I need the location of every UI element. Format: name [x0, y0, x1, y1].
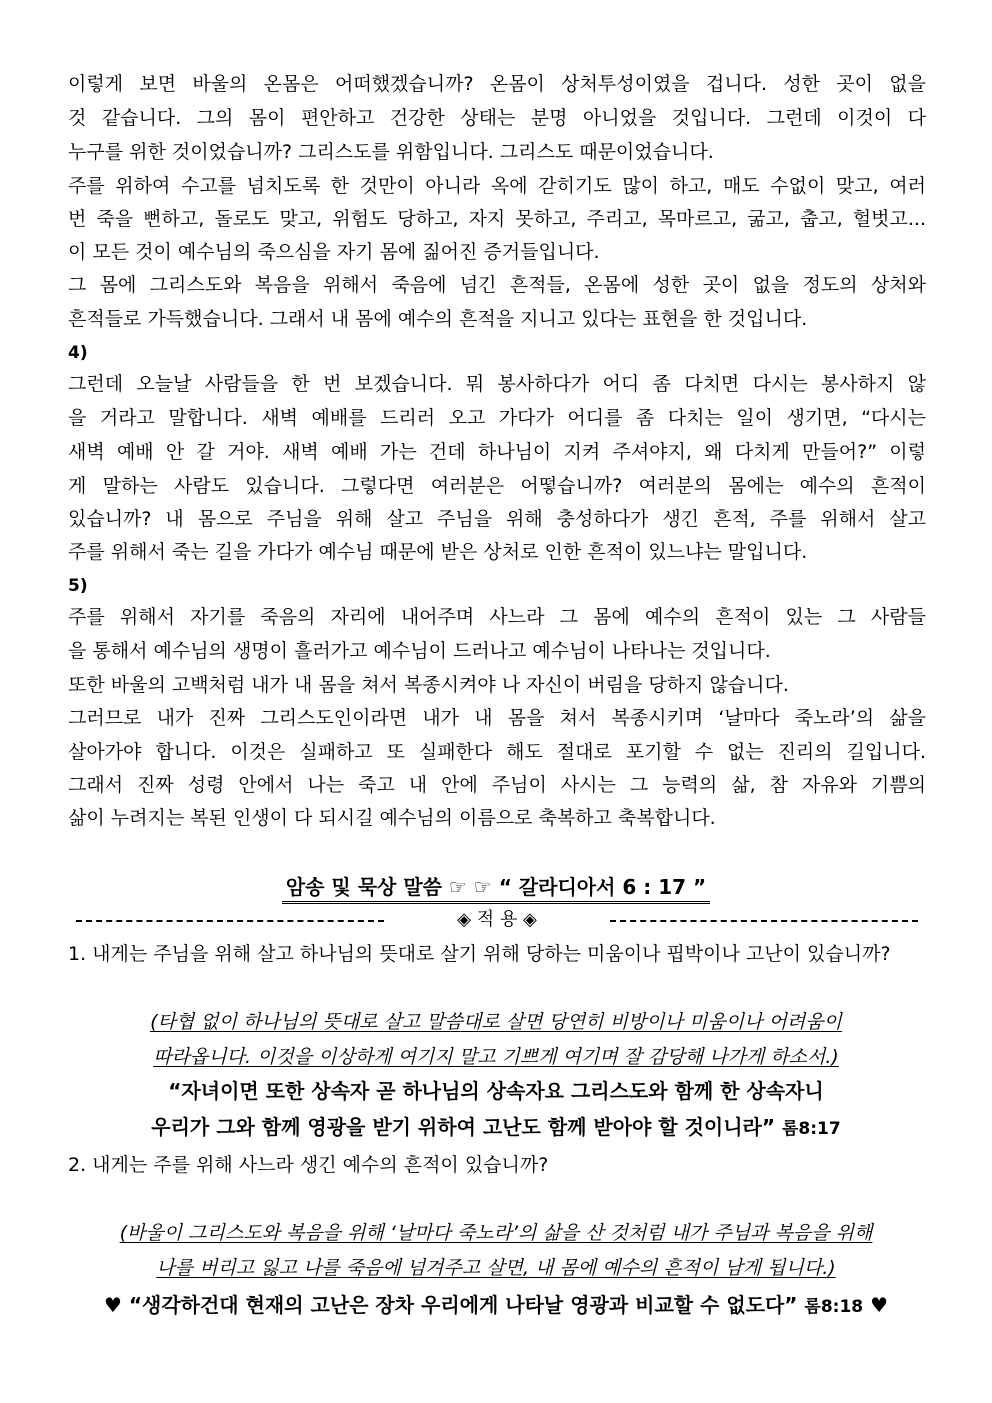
answer-2-text: 나를 버리고 잃고 나를 죽음에 넘겨주고 살면, 내 몸에 예수의 흔적이 남게 됩니다.): [156, 1257, 836, 1279]
body-line: 주를 위해서 죽는 길을 가다가 예수님 때문에 받은 상처로 인한 흔적이 있느냐는 말입니다.: [68, 541, 808, 563]
body-line: 흔적들로 가득했습니다. 그래서 내 몸에 예수의 흔적을 지니고 있다는 표현을 한 것입니다.: [68, 308, 808, 330]
verse-1-line: [0, 1114, 992, 1142]
verse-1-reference: 롬8:17: [781, 1119, 841, 1139]
body-line: 것 같습니다. 그의 몸이 편안하고 건강한 상태는 분명 아니었을 것입니다. 그런데 이것이 다: [68, 107, 926, 129]
application-divider: [76, 908, 918, 934]
body-line: 그 몸에 그리스도와 복음을 위해서 죽음에 넘긴 흔적들, 온몸에 성한 곳이 없을 정도의 상처와: [68, 274, 926, 296]
body-line: 또한 바울의 고백처럼 내가 내 몸을 쳐서 복종시켜야 나 자신이 버림을 당하지 않습니다.: [68, 674, 789, 696]
section-number-5: 5): [68, 576, 88, 596]
body-line: 을 통해서 예수님의 생명이 흘러가고 예수님이 드러나고 예수님이 나타나는 것입니다.: [68, 640, 771, 662]
divider-dash-right: [610, 920, 918, 922]
body-line: 그러므로 내가 진짜 그리스도인이라면 내가 내 몸을 쳐서 복종시키며 ‘날마다 죽노라’의 삶을: [68, 707, 926, 729]
answer-2-line: [0, 1221, 992, 1245]
heart-icon: ♥: [870, 1293, 889, 1317]
answer-1-text: 따라옵니다. 이것을 이상하게 여기지 말고 기쁘게 여기며 잘 감당해 나가게 하소서.): [153, 1046, 839, 1068]
verse-2-line: [0, 1292, 992, 1320]
body-line: 번 죽을 뻔하고, 돌로도 맞고, 위험도 당하고, 자지 못하고, 주리고, 목마르고, 굶고, 춥고, 헐벗고...: [68, 208, 926, 230]
section-number-4: 4): [68, 343, 88, 363]
memorize-section: [0, 874, 992, 904]
divider-dash-left: [76, 920, 384, 922]
body-line: 게 말하는 사람도 있습니다. 그렇다면 여러분은 어떻습니까? 여러분의 몸에는 예수의 흔적이: [68, 475, 926, 497]
body-line: 누구를 위한 것이었습니까? 그리스도를 위함입니다. 그리스도 때문이었습니다.: [68, 141, 714, 163]
answer-1-line: [0, 1045, 992, 1069]
answer-2-line: [0, 1256, 992, 1280]
answer-1-text: (타협 없이 하나님의 뜻대로 살고 말씀대로 살면 당연히 비방이나 미움이나 어려움이: [150, 1011, 842, 1033]
body-line: 주를 위해서 자기를 죽음의 자리에 내어주며 사느라 그 몸에 예수의 흔적이 있는 그 사람들: [68, 606, 926, 628]
memorize-title: 암송 및 묵상 말씀 ☞ ☞ “ 갈라디아서 6 : 17 ”: [282, 874, 710, 904]
body-line: 있습니까? 내 몸으로 주님을 위해 살고 주님을 위해 충성하다가 생긴 흔적, 주를 위해서 살고: [68, 508, 926, 530]
verse-2-reference: 롬8:18: [804, 1297, 864, 1317]
body-line: 이 모든 것이 예수님의 죽으심을 자기 몸에 짊어진 증거들입니다.: [68, 241, 600, 263]
application-label: ◈ 적 용 ◈: [457, 909, 537, 930]
answer-2-text: (바울이 그리스도와 복음을 위해 ‘날마다 죽노라’의 삶을 산 것처럼 내가 주님과 복음을 위해: [119, 1222, 873, 1244]
heart-icon: ♥: [103, 1293, 122, 1317]
body-line: 그런데 오늘날 사람들을 한 번 보겠습니다. 뭐 봉사하다가 어디 좀 다치면 다시는 봉사하지 않: [68, 373, 926, 395]
question-2: 2. 내게는 주를 위해 사느라 생긴 예수의 흔적이 있습니까?: [68, 1154, 549, 1176]
body-line: 살아가야 합니다. 이것은 실패하고 또 실패한다 해도 절대로 포기할 수 없는 진리의 길입니다.: [68, 741, 926, 763]
body-line: 이렇게 보면 바울의 온몸은 어떠했겠습니까? 온몸이 상처투성이였을 겁니다. 성한 곳이 없을: [68, 73, 926, 95]
body-line: 새벽 예배 안 갈 거야. 새벽 예배 가는 건데 하나님이 지켜 주셔야지, 왜 다치게 만들어?” 이렇: [68, 441, 926, 463]
body-line: 주를 위하여 수고를 넘치도록 한 것만이 아니라 옥에 갇히기도 많이 하고, 매도 수없이 맞고, 여러: [68, 175, 926, 197]
answer-1-line: [0, 1010, 992, 1034]
body-line: 을 거라고 말합니다. 새벽 예배를 드리러 오고 가다가 어디를 좀 다치는 일이 생기면, “다시는: [68, 407, 926, 429]
body-line: 삶이 누려지는 복된 인생이 다 되시길 예수님의 이름으로 축복하고 축복합니다.: [68, 807, 716, 829]
question-1: 1. 내게는 주님을 위해 살고 하나님의 뜻대로 살기 위해 당하는 미움이나 핍박이나 고난이 있습니까?: [68, 943, 891, 965]
verse-1-text: 우리가 그와 함께 영광을 받기 위하여 고난도 함께 받아야 할 것이니라”: [151, 1115, 776, 1139]
verse-1-line: “자녀이면 또한 상속자 곧 하나님의 상속자요 그리스도와 함께 한 상속자니: [168, 1079, 824, 1103]
verse-2-text: “생각하건대 현재의 고난은 장차 우리에게 나타날 영광과 비교할 수 없도다”: [128, 1293, 798, 1317]
body-line: 그래서 진짜 성령 안에서 나는 죽고 내 안에 주님이 사시는 그 능력의 삶, 참 자유와 기쁨의: [68, 774, 926, 796]
